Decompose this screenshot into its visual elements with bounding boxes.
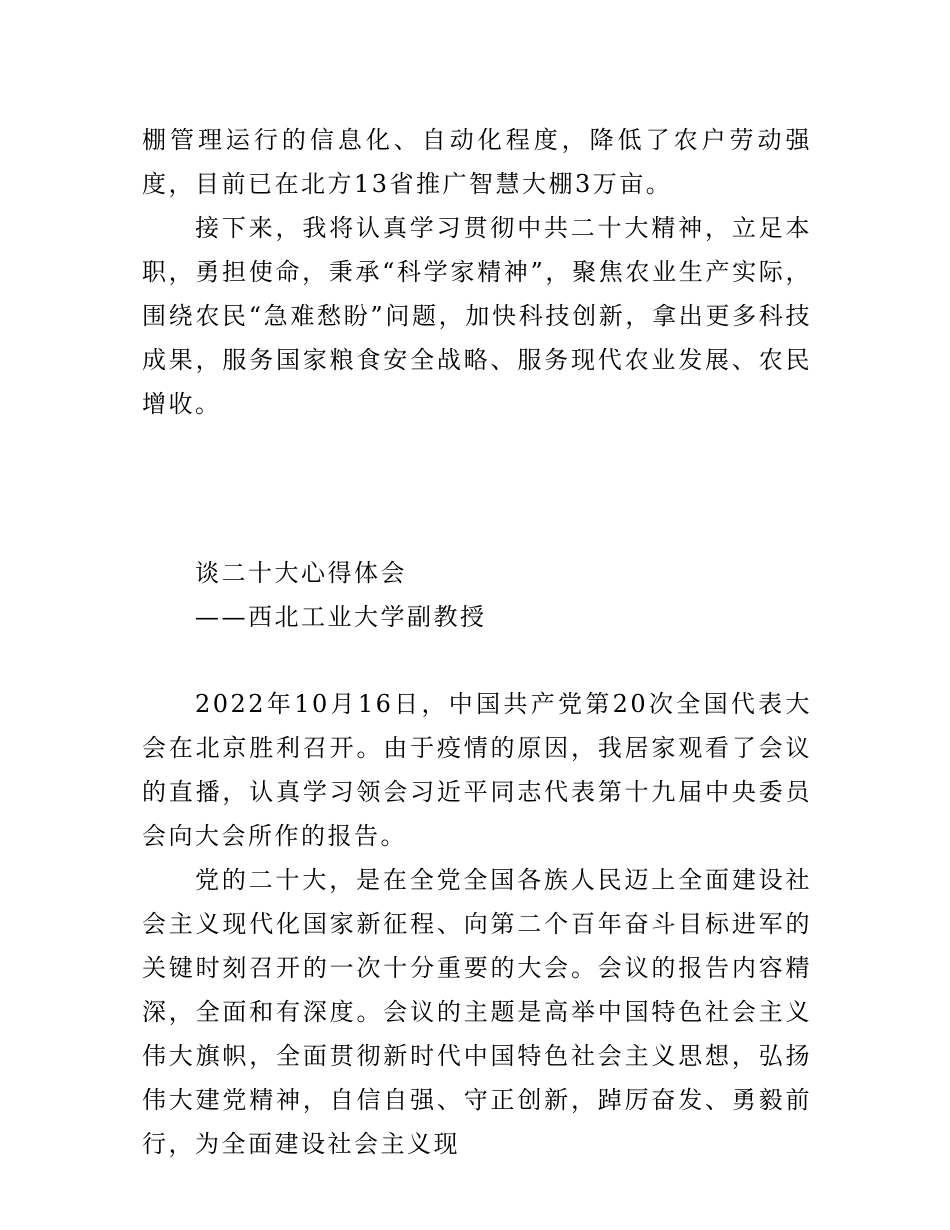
article-subtitle: ——西北工业大学副教授	[195, 603, 487, 631]
section-2-heading	[142, 551, 812, 639]
paragraph-continued: 棚管理运行的信息化、自动化程度，降低了农户劳动强度，目前已在北方13省推广智慧大棚3万亩。	[142, 126, 812, 198]
section-2-body	[142, 682, 812, 1166]
paragraph-next-steps: 接下来，我将认真学习贯彻中共二十大精神，立足本职，勇担使命，秉承“科学家精神”，聚焦农业生产实际，围绕农民“急难愁盼”问题，加快科技创新，拿出更多科技成果，服务国家粮食安全战略、服务现代农业发展、农民增收。	[142, 214, 812, 418]
article-title: 谈二十大心得体会	[195, 559, 407, 587]
paragraph-congress-opening: 2022年10月16日，中国共产党第20次全国代表大会在北京胜利召开。由于疫情的原因，我居家观看了会议的直播，认真学习领会习近平同志代表第十九届中央委员会向大会所作的报告。	[142, 690, 812, 850]
section-1	[142, 118, 812, 426]
paragraph-congress-theme: 党的二十大，是在全党全国各族人民迈上全面建设社会主义现代化国家新征程、向第二个百年奋斗目标进军的关键时刻召开的一次十分重要的大会。会议的报告内容精深，全面和有深度。会议的主题是高举中国特色社会主义伟大旗帜，全面贯彻新时代中国特色社会主义思想，弘扬伟大建党精神，自信自强、守正创新，踔厉奋发、勇毅前行，为全面建设社会主义现	[142, 866, 812, 1158]
